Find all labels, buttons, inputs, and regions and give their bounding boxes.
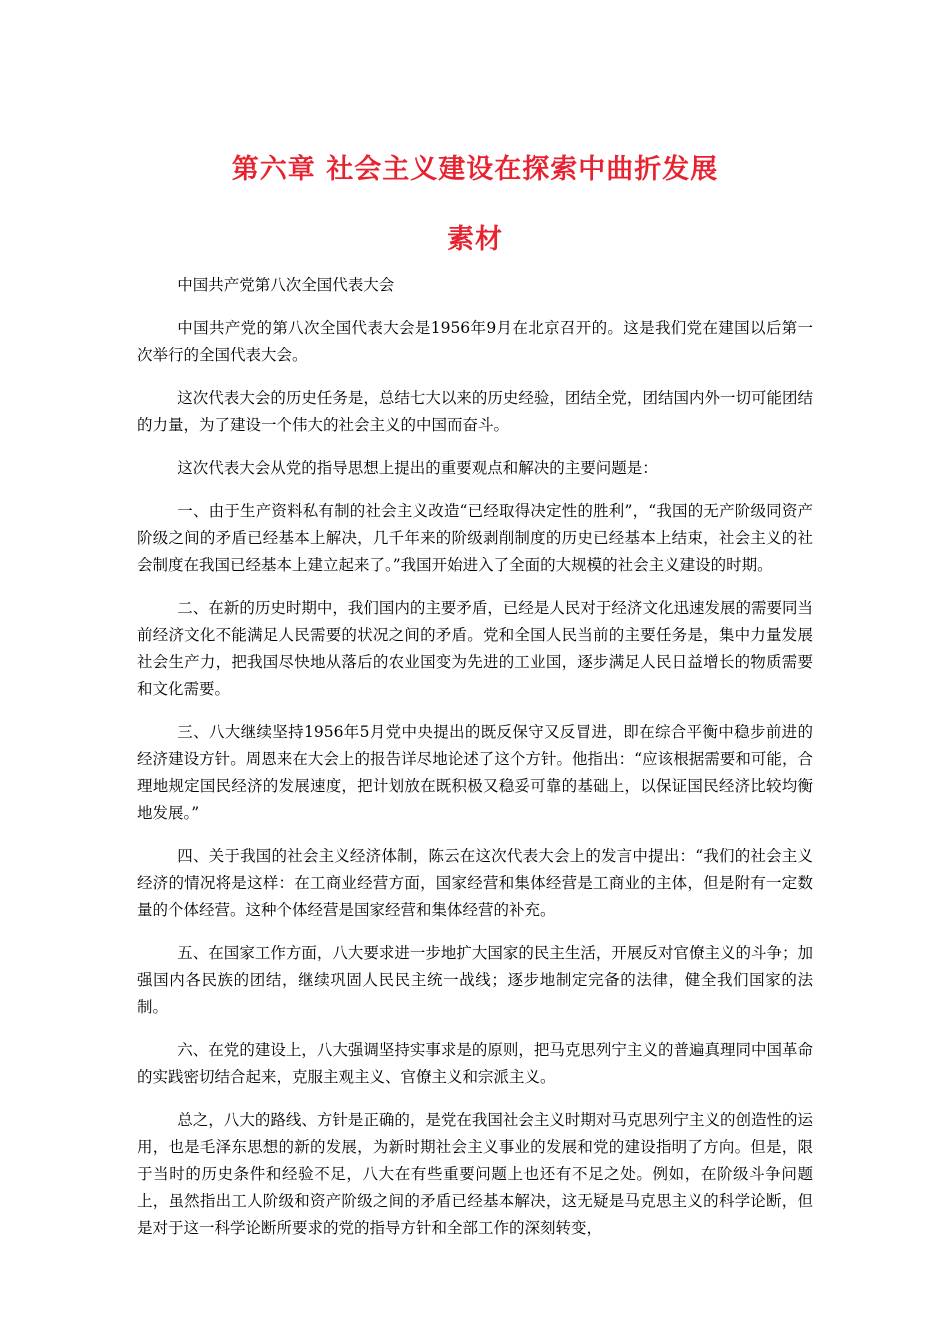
paragraph: 三、八大继续坚持1956年5月党中央提出的既反保守又反冒进，即在综合平衡中稳步前进的经济建设方针。周恩来在大会上的报告详尽地论述了这个方针。他指出：“应该根据需要和可能，合理地规定国民经济的发展速度，把计划放在既积极又稳妥可靠的基础上，以保证国民经济比较均衡地发展。” [137,723,813,822]
document-body [137,272,813,1258]
chapter-title: 第六章 社会主义建设在探索中曲折发展 [231,154,719,185]
section-heading: 中国共产党第八次全国代表大会 [177,276,395,294]
chapter-subtitle: 素材 [447,224,503,255]
paragraph: 一、由于生产资料私有制的社会主义改造“已经取得决定性的胜利”，“我国的无产阶级同资产阶级之间的矛盾已经基本上解决，几千年来的阶级剥削制度的历史已经基本上结束，社会主义的社会制度在我国已经基本上建立起来了。”我国开始进入了全面的大规模的社会主义建设的时期。 [137,502,813,574]
paragraph: 这次代表大会从党的指导思想上提出的重要观点和解决的主要问题是： [177,459,658,477]
paragraph: 总之，八大的路线、方针是正确的，是党在我国社会主义时期对马克思列宁主义的创造性的运用，也是毛泽东思想的新的发展，为新时期社会主义事业的发展和党的建设指明了方向。但是，限于当时的历史条件和经验不足，八大在有些重要问题上也还有不足之处。例如，在阶级斗争问题上，虽然指出工人阶级和资产阶级之间的矛盾已经基本解决，这无疑是马克思主义的科学论断，但是对于这一科学论断所要求的党的指导方针和全部工作的深刻转变， [137,1111,813,1237]
paragraph: 二、在新的历史时期中，我们国内的主要矛盾，已经是人民对于经济文化迅速发展的需要同当前经济文化不能满足人民需要的状况之间的矛盾。党和全国人民当前的主要任务是，集中力量发展社会生产力，把我国尽快地从落后的农业国变为先进的工业国，逐步满足人民日益增长的物质需要和文化需要。 [137,599,813,698]
paragraph: 四、关于我国的社会主义经济体制，陈云在这次代表大会上的发言中提出：“我们的社会主义经济的情况将是这样：在工商业经营方面，国家经营和集体经营是工商业的主体，但是附有一定数量的个体经营。这种个体经营是国家经营和集体经营的补充。 [137,847,813,919]
paragraph: 六、在党的建设上，八大强调坚持实事求是的原则，把马克思列宁主义的普遍真理同中国革命的实践密切结合起来，克服主观主义、官僚主义和宗派主义。 [137,1041,813,1086]
paragraph: 中国共产党的第八次全国代表大会是1956年9月在北京召开的。这是我们党在建国以后第一次举行的全国代表大会。 [137,319,813,364]
paragraph: 五、在国家工作方面，八大要求进一步地扩大国家的民主生活，开展反对官僚主义的斗争；加强国内各民族的团结，继续巩固人民民主统一战线；逐步地制定完备的法律，健全我们国家的法制。 [137,944,813,1016]
paragraph: 这次代表大会的历史任务是，总结七大以来的历史经验，团结全党，团结国内外一切可能团结的力量，为了建设一个伟大的社会主义的中国而奋斗。 [137,389,813,434]
